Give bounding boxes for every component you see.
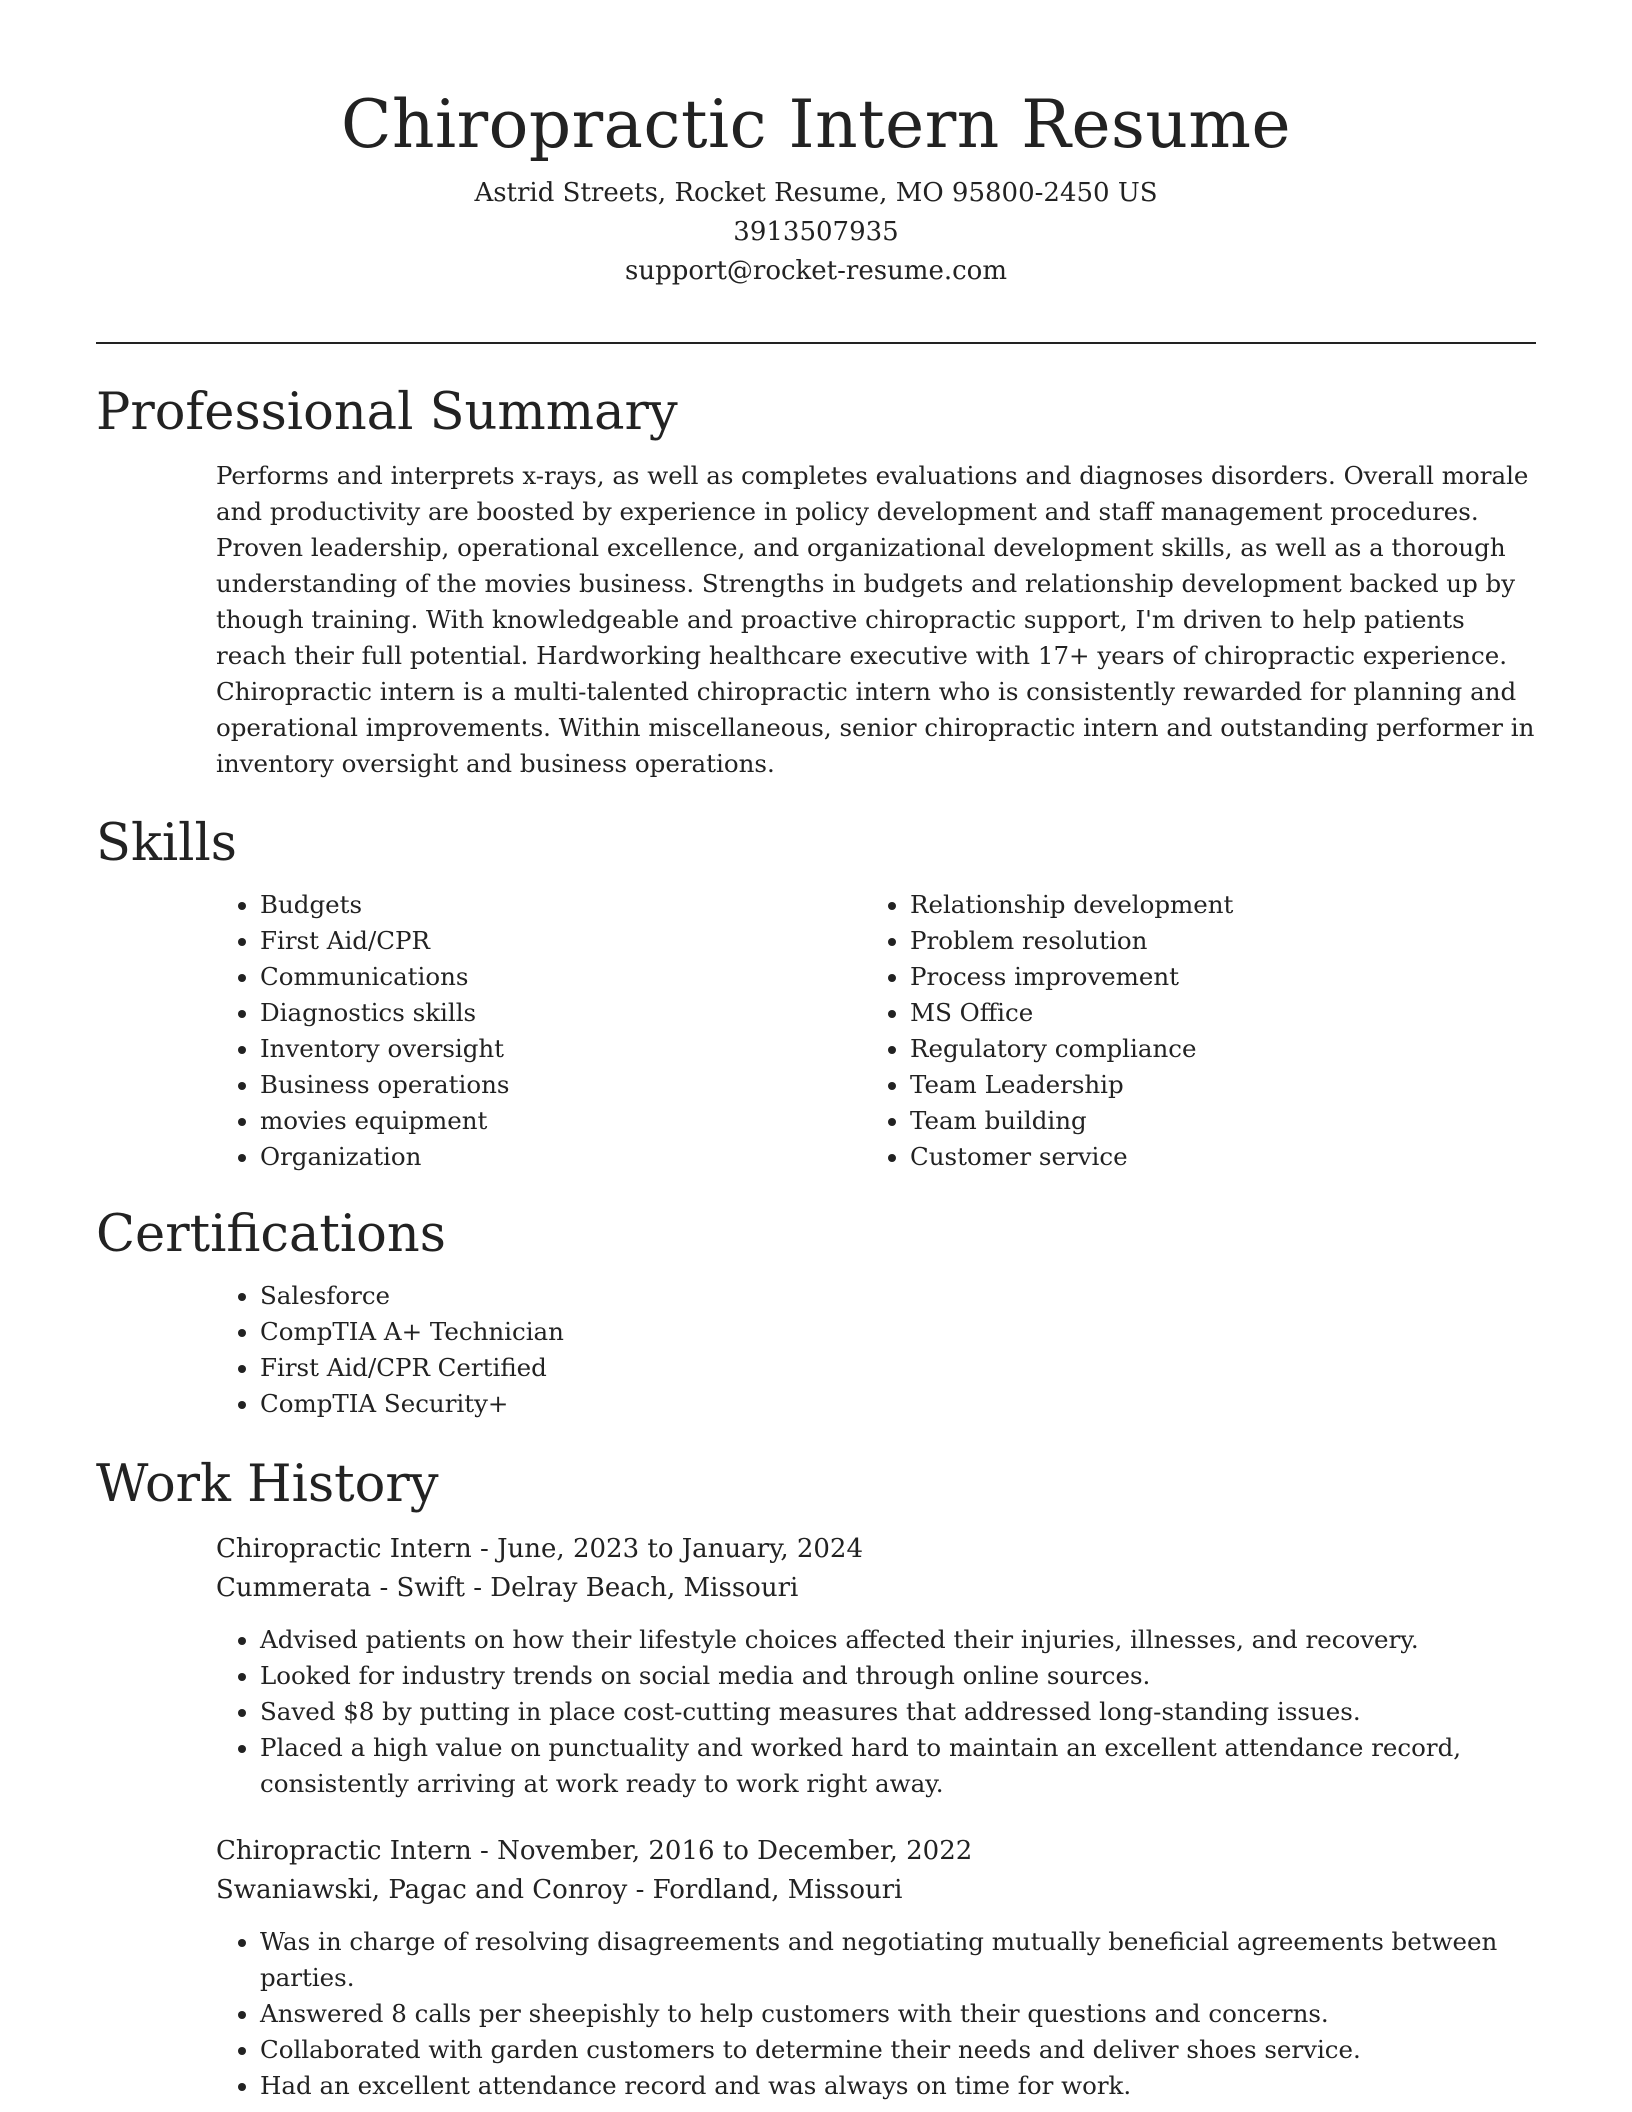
list-item: • Process improvement: [910, 959, 1516, 995]
list-item: • Looked for industry trends on social media and through online sources.: [260, 1658, 1536, 1694]
job-role: Chiropractic Intern: [216, 1836, 472, 1866]
resume-title: Chiropractic Intern Resume: [340, 86, 1292, 163]
job-entry: [216, 1530, 1536, 1802]
job-dates: - November, 2016 to December, 2022: [471, 1836, 973, 1866]
skills-column-right: [866, 887, 1516, 1175]
contact-block: [0, 174, 1632, 291]
job-dates: - June, 2023 to January, 2024: [471, 1534, 864, 1564]
list-item: • Saved $8 by putting in place cost-cutting measures that addressed long-standing issues.: [260, 1694, 1536, 1730]
summary-section: [96, 382, 1536, 782]
contact-address: Astrid Streets, Rocket Resume, MO 95800-2450 US: [474, 178, 1158, 208]
list-item: • movies equipment: [260, 1103, 866, 1139]
job-location: - Delray Beach, Missouri: [464, 1573, 799, 1603]
work-history-section: [96, 1454, 1536, 2104]
list-item: • Team building: [910, 1103, 1516, 1139]
list-item: • Organization: [260, 1139, 866, 1175]
list-item: • CompTIA Security+: [260, 1386, 1536, 1422]
job-company: Cummerata - Swift: [216, 1573, 465, 1603]
job-title-line: [216, 1832, 1536, 1871]
list-item: • MS Office: [910, 995, 1516, 1031]
list-item: • Advised patients on how their lifestyle choices affected their injuries, illnesses, and recovery.: [260, 1622, 1536, 1658]
job-role: Chiropractic Intern: [216, 1534, 472, 1564]
list-item: • First Aid/CPR: [260, 923, 866, 959]
job-company-line: [216, 1569, 1536, 1608]
job-company-line: [216, 1871, 1536, 1910]
list-item: • Had an excellent attendance record and was always on time for work.: [260, 2068, 1536, 2104]
job-bullets: [216, 1622, 1536, 1802]
list-item: • Customer service: [910, 1139, 1516, 1175]
list-item: • Answered 8 calls per sheepishly to help customers with their questions and concerns.: [260, 1996, 1536, 2032]
list-item: • Team Leadership: [910, 1067, 1516, 1103]
list-item: • Inventory oversight: [260, 1031, 866, 1067]
list-item: • Relationship development: [910, 887, 1516, 923]
job-entry: [216, 1832, 1536, 2104]
certifications-list: [216, 1278, 1536, 1422]
contact-phone: 3913507935: [733, 217, 899, 247]
skills-columns: [216, 887, 1536, 1175]
skills-heading: Skills: [96, 814, 237, 873]
summary-text: Performs and interprets x-rays, as well as completes evaluations and diagnoses disorders. Overall morale and productivity are boosted by experience in policy development and staff management procedures. Proven leadership, operational excellence, and organizational development skills, as well as a thorough understanding of the movies business. Strengths in budgets and relationship development backed up by though training. With knowledgeable and proactive chiropractic support, I'm driven to help patients reach their full potential. Hardworking healthcare executive with 17+ years of chiropractic experience. Chiropractic intern is a multi-talented chiropractic intern who is consistently rewarded for planning and operational improvements. Within miscellaneous, senior chiropractic intern and outstanding performer in inventory oversight and business operations.: [216, 461, 1535, 778]
header-divider: [96, 342, 1536, 344]
list-item: • Regulatory compliance: [910, 1031, 1516, 1067]
job-title-line: [216, 1530, 1536, 1569]
list-item: • Communications: [260, 959, 866, 995]
list-item: • Business operations: [260, 1067, 866, 1103]
skills-column-left: [216, 887, 866, 1175]
list-item: • Budgets: [260, 887, 866, 923]
summary-heading: Professional Summary: [96, 383, 678, 442]
job-company: Swaniawski, Pagac and Conroy: [216, 1875, 628, 1905]
contact-email: support@rocket-resume.com: [624, 256, 1007, 286]
summary-body: [216, 458, 1536, 782]
certifications-body: [216, 1278, 1536, 1422]
skills-list-right: [866, 887, 1516, 1175]
certifications-section: [96, 1204, 1536, 1422]
job-location: - Fordland, Missouri: [627, 1875, 903, 1905]
skills-list-left: [216, 887, 866, 1175]
list-item: • CompTIA A+ Technician: [260, 1314, 1536, 1350]
list-item: • Salesforce: [260, 1278, 1536, 1314]
skills-section: [96, 813, 1536, 1175]
list-item: • Problem resolution: [910, 923, 1516, 959]
list-item: • First Aid/CPR Certified: [260, 1350, 1536, 1386]
list-item: • Was in charge of resolving disagreements and negotiating mutually beneficial agreements between parties.: [260, 1924, 1536, 1996]
job-bullets: [216, 1924, 1536, 2104]
list-item: • Placed a high value on punctuality and worked hard to maintain an excellent attendance record, consistently arriving at work ready to work right away.: [260, 1730, 1536, 1802]
work-history-heading: Work History: [96, 1455, 439, 1514]
resume-header: [0, 0, 1632, 291]
list-item: • Collaborated with garden customers to determine their needs and deliver shoes service.: [260, 2032, 1536, 2068]
certifications-heading: Certifications: [96, 1205, 446, 1264]
list-item: • Diagnostics skills: [260, 995, 866, 1031]
